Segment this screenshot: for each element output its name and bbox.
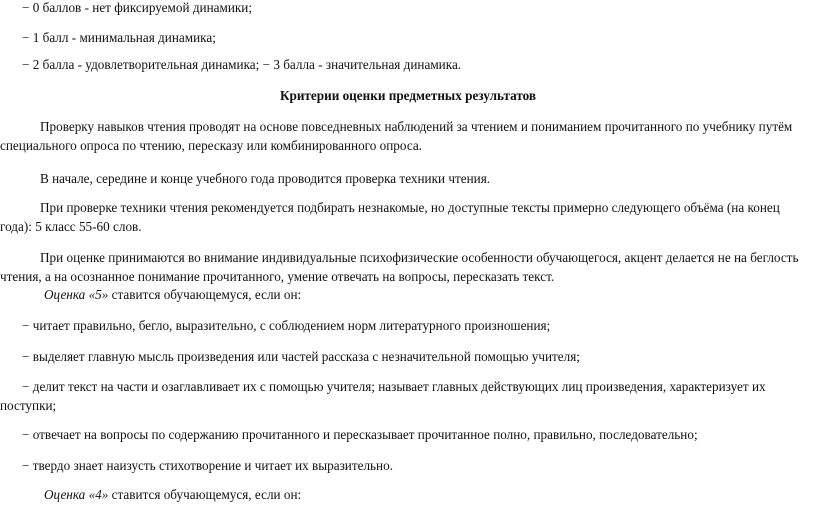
paragraph-reading-check: Проверку навыков чтения проводят на основе повседневных наблюдений за чтением и пониманием прочитанного по учебнику путём специального опроса по чтению, пересказу или комбинированного опроса. — [0, 119, 793, 153]
scale-item-2: − 2 балла - удовлетворительная динамика; − 3 балла - значительная динамика. — [22, 57, 462, 72]
scale-item-0: − 0 баллов - нет фиксируемой динамики; — [22, 0, 253, 15]
section-heading: Критерии оценки предметных результатов — [279, 88, 537, 103]
grade-5-label: Оценка «5» — [44, 287, 109, 302]
criteria-5-item-4: − твердо знает наизусть стихотворение и читает их выразительно. — [22, 458, 394, 473]
criteria-5-item-1: − выделяет главную мысль произведения или частей рассказа с незначительной помощью учителя; — [22, 349, 580, 364]
criteria-5-item-0: − читает правильно, бегло, выразительно, с соблюдением норм литературного произношения; — [22, 318, 551, 333]
criteria-5-item-2: − делит текст на части и озаглавливает их с помощью учителя; называет главных действующих лиц произведения, характеризует их поступки; — [0, 379, 766, 413]
paragraph-evaluation-notes: При оценке принимаются во внимание индивидуальные психофизические особенности обучающегося, акцент делается не на беглость чтения, а на осознанное понимание прочитанного, умение отвечать на вопросы, пересказать текст. — [0, 250, 799, 284]
paragraph-year-check: В начале, середине и конце учебного года проводится проверка техники чтения. — [40, 171, 491, 186]
grade-5-text: ставится обучающемуся, если он: — [108, 287, 302, 302]
scale-item-1: − 1 балл - минимальная динамика; — [22, 30, 216, 45]
grade-5-intro — [44, 287, 301, 303]
grade-4-label: Оценка «4» — [44, 487, 109, 502]
criteria-5-item-3: − отвечает на вопросы по содержанию прочитанного и пересказывает прочитанное полно, правильно, последовательно; — [22, 427, 698, 442]
paragraph-text-volume: При проверке техники чтения рекомендуется подбирать незнакомые, но доступные тексты примерно следующего объёма (на конец года): 5 класс 55-60 слов. — [0, 200, 780, 234]
grade-4-intro — [44, 487, 301, 503]
grade-4-text: ставится обучающемуся, если он: — [108, 487, 302, 502]
